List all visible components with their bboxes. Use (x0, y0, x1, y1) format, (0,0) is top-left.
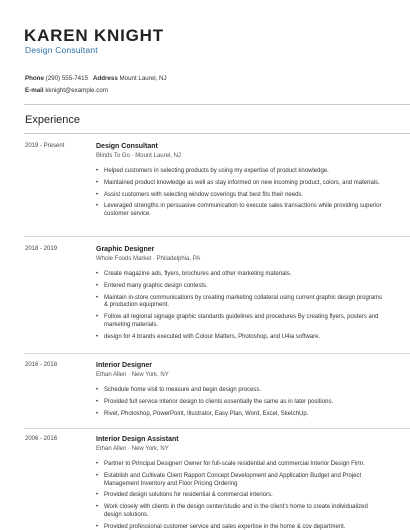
list-item: • Entered many graphic design contests. (96, 283, 386, 291)
list-item: • Maintained product knowledge as well as stay informed on new incoming product, colors, and materials. (96, 180, 386, 188)
job-dates: 2018 - 2019 (25, 246, 58, 252)
candidate-name: KAREN KNIGHT (24, 26, 164, 45)
experience-heading: Experience (25, 114, 81, 126)
list-item: • Provided design solutions for residential & commercial interiors. (96, 492, 386, 500)
job-company: Ethan Allen · New York, NY (96, 372, 169, 378)
job-title: Interior Design Assistant (96, 436, 179, 443)
phone-value: (290) 555-7415 (45, 75, 88, 82)
job-divider (24, 353, 410, 354)
job-dates: 2006 - 2016 (25, 436, 58, 442)
list-item: • Helped customers in selecting products by using my expertise of product knowledge. (96, 168, 386, 176)
job-title: Interior Designer (96, 362, 153, 369)
phone-line (25, 75, 88, 82)
list-item: • Rivet, Photoshop, PowerPoint, Illustrator, Easy Plan, Word, Excel, SketchUp. (96, 411, 386, 419)
address-value: Mount Laurel, NJ (119, 75, 167, 82)
list-item: • Provided full service interior design to clients essentially the same as in later positions. (96, 399, 386, 407)
list-item: • Establish and Cultivate Client Rapport Concept Development and Application Budget and Project Management Inventory and Floor Pricing Ordering (96, 473, 386, 489)
phone-label: Phone (25, 75, 44, 82)
section-divider-top (24, 104, 410, 105)
list-item: • Assist customers with selecting window coverings that best fits their needs. (96, 192, 386, 200)
list-item: • Schedule home visit to measure and begin design process. (96, 387, 386, 395)
email-label: E-mail (25, 87, 44, 94)
job-company: Ethan Allen · New York, NY (96, 446, 169, 452)
job-title: Design Consultant (96, 143, 158, 150)
job-divider (24, 428, 410, 429)
list-item: • Leveraged strengths in persuasive communication to execute sales transactions while providing superior customer service. (96, 203, 386, 219)
address-label: Address (93, 75, 118, 82)
candidate-title: Design Consultant (25, 45, 98, 55)
job-divider (24, 236, 410, 237)
email-value[interactable]: kknight@example.com (45, 87, 108, 94)
address-line (93, 75, 167, 82)
job-bullets (96, 387, 386, 422)
job-dates: 2016 - 2018 (25, 362, 58, 368)
email-line (25, 87, 108, 94)
job-title: Graphic Designer (96, 246, 155, 253)
list-item: • Provided professional customer service and sales expertise in the home & cov department. (96, 524, 386, 530)
job-company: Whole Foods Market · Philadelphia, PA (96, 256, 201, 262)
job-bullets (96, 461, 386, 530)
list-item: • design for 4 brands executed with Colour Matters, Photoshop, and U4ia software. (96, 334, 386, 342)
list-item: • Work closely with clients in the design center/studio and in the client's home to create individualized design solutions. (96, 504, 386, 520)
job-bullets (96, 168, 386, 223)
list-item: • Maintain in-store communications by creating marketing collateral using current graphic design programs & production equipment. (96, 295, 386, 311)
section-divider (24, 133, 410, 134)
list-item: • Follow all regional signage graphic standards guidelines and procedures By creating flyers, posters and marketing materials. (96, 314, 386, 330)
job-bullets (96, 271, 386, 346)
job-company: Blinds To Go · Mount Laurel, NJ (96, 153, 181, 159)
list-item: • Create magazine ads, flyers, brochures and other marketing materials. (96, 271, 386, 279)
job-dates: 2019 - Present (25, 143, 65, 149)
list-item: • Partner to Principal Designer/ Owner for full-scale residential and commercial Interior Design Firm. (96, 461, 386, 469)
